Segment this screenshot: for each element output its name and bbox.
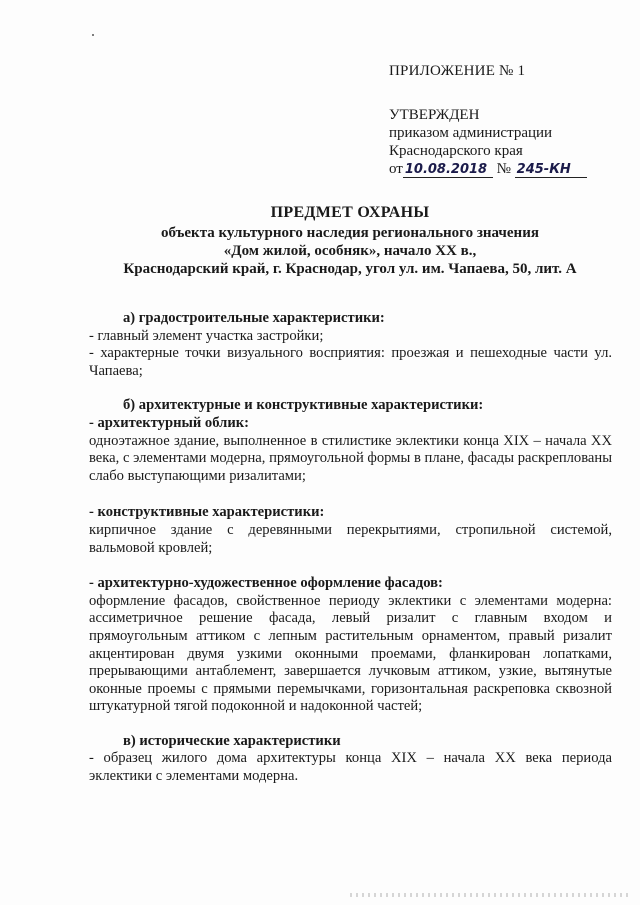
title-line-1: объекта культурного наследия регионального значения bbox=[161, 225, 539, 241]
handwritten-number: 245-КН bbox=[515, 162, 587, 178]
section-b-heading: б) архитектурные и конструктивные характеристики: bbox=[123, 397, 484, 414]
section-b-sub1-text: одноэтажное здание, выполненное в стилистике эклектики конца XIX – начала XX века, с элементами модерна, прямоугольной формы в плане, фасады раскреплованы слабо выступающими ризалитами; bbox=[89, 432, 612, 484]
approved-label: УТВЕРЖДЕН bbox=[389, 107, 480, 123]
section-b-sub3-text: оформление фасадов, свойственное периоду эклектики с элементами модерна: ассиметричное решение фасада, левый ризалит с главным входом и прямоугольным аттиком с лепным растительным орнаментом, правый ризалит акцентирован двумя узкими оконными проемами, фланкирован лопатками, прерывающими антаблемент, завершается лучковым аттиком, узкие, вытянутые оконные проемы с прямыми перемычками, горизонтальная раскреповка сквозной штукатурной тягой подоконной и надоконной частей; bbox=[89, 592, 612, 715]
date-prefix: от bbox=[389, 161, 403, 177]
handwritten-date: 10.08.2018 bbox=[403, 162, 493, 178]
title-line-3: Краснодарский край, г. Краснодар, угол ул. им. Чапаева, 50, лит. А bbox=[123, 261, 577, 277]
section-b-sub1-heading: - архитектурный облик: bbox=[89, 414, 250, 431]
title-main: ПРЕДМЕТ ОХРАНЫ bbox=[270, 204, 430, 221]
scan-edge-noise bbox=[350, 893, 630, 897]
section-b-sub2-text: кирпичное здание с деревянными перекрытиями, стропильной системой, вальмовой кровлей; bbox=[89, 521, 612, 556]
number-prefix: № bbox=[496, 161, 511, 177]
scan-speck bbox=[92, 34, 94, 36]
section-b-sub3-heading: - архитектурно-художественное оформление фасадов: bbox=[89, 575, 443, 592]
section-a-item-2: - характерные точки визуального восприятия: проезжая и пешеходные части ул. Чапаева; bbox=[89, 345, 612, 379]
section-c-heading: в) исторические характеристики bbox=[123, 732, 341, 749]
section-c-text: - образец жилого дома архитектуры конца XIX – начала XX века периода эклектики с элементами модерна. bbox=[89, 750, 612, 785]
appendix-label: ПРИЛОЖЕНИЕ № 1 bbox=[389, 63, 526, 79]
document-title bbox=[60, 204, 640, 278]
region-label: Краснодарского края bbox=[389, 143, 523, 159]
approval-header bbox=[389, 62, 619, 178]
document-body bbox=[89, 310, 612, 786]
order-of-label: приказом администрации bbox=[389, 125, 553, 141]
title-line-2: «Дом жилой, особняк», начало XX в., bbox=[223, 243, 477, 259]
section-b-sub2-heading: - конструктивные характеристики: bbox=[89, 504, 325, 521]
order-date-line bbox=[389, 160, 619, 178]
section-a-heading: а) градостроительные характеристики: bbox=[123, 310, 385, 326]
section-a-item-1: - главный элемент участка застройки; bbox=[89, 327, 324, 344]
